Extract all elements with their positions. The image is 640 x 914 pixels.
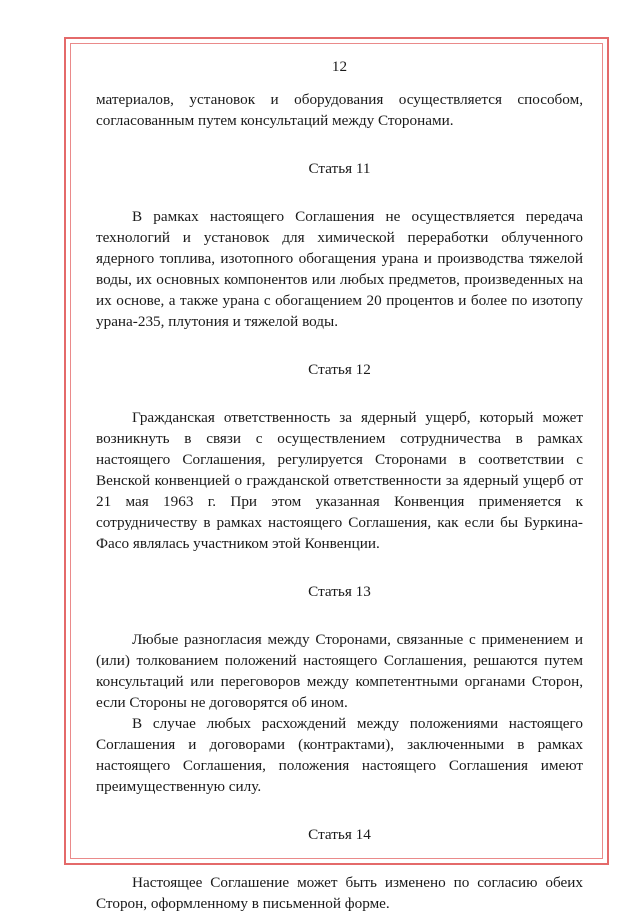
article-11-heading: Статья 11: [308, 160, 371, 177]
article-13-heading: Статья 13: [308, 583, 371, 600]
page-number: 12: [331, 58, 348, 75]
article-11-paragraph: В рамках настоящего Соглашения не осуществляется передача технологий и установок для химической переработки облученного ядерного топлива, изотопного обогащения урана и производства тяжелой воды, их основных компонентов или любых предметов, произведенных на их основе, а также урана с обогащением 20 процентов и более по изотопу урана-235, плутония и тяжелой воды.: [96, 208, 583, 330]
paragraph-continuation: материалов, установок и оборудования осуществляется способом, согласованным путем консультаций между Сторонами.: [96, 91, 583, 129]
article-14-heading: Статья 14: [308, 826, 371, 843]
article-12-paragraph: Гражданская ответственность за ядерный ущерб, который может возникнуть в связи с осуществлением сотрудничества в рамках настоящего Соглашения, регулируется Сторонами в соответствии с Венской конвенцией о гражданской ответственности за ядерный ущерб от 21 мая 1963 г. При этом указанная Конвенция применяется к сотрудничеству в рамках настоящего Соглашения, как если бы Буркина-Фасо являлась участником этой Конвенции.: [96, 409, 583, 552]
article-13-paragraph-1: Любые разногласия между Сторонами, связанные с применением и (или) толкованием положений настоящего Соглашения, решаются путем консультаций или переговоров между компетентными органами Сторон, если Стороны не договорятся об ином.: [96, 631, 583, 711]
document-body: [96, 56, 583, 914]
article-12-heading: Статья 12: [308, 361, 371, 378]
article-14-paragraph: Настоящее Соглашение может быть изменено по согласию обеих Сторон, оформленному в письменной форме.: [96, 874, 583, 912]
article-13-paragraph-2: В случае любых расхождений между положениями настоящего Соглашения и договорами (контрактами), заключенными в рамках настоящего Соглашения, положения настоящего Соглашения имеют преимущественную силу.: [96, 715, 583, 795]
